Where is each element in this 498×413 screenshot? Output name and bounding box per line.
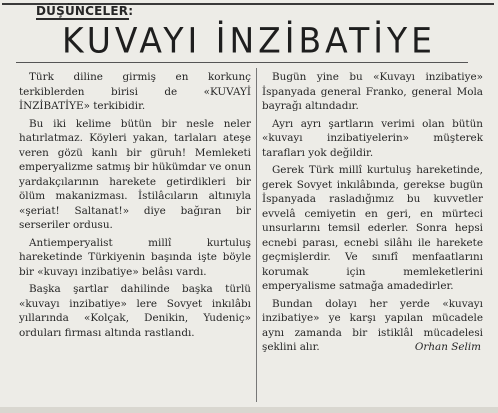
paragraph: Türk diline girmiş en korkunç terkiblerden birisi de «KUVAYİ İNZİBATİYE» terkibidir. [19, 71, 251, 112]
left-column [19, 70, 251, 343]
bottom-edge [0, 407, 498, 413]
headline-rule [16, 62, 468, 63]
article-headline: KUVAYI İNZİBATİYE [61, 20, 437, 61]
paragraph: Ayrı ayrı şartların verimi olan bütün «kuvayı inzibatiyelerin» müşterek tarafları yok değildir. [262, 117, 483, 159]
paragraph: Gerek Türk millî kurtuluş hareketinde, gerek Sovyet inkılâbında, gerekse bugün İspanyada rasladığımız bu kuvvetler evvelâ cemiyetin en geri, en mürteci unsurlarını temsil ederler. Sonra hepsi ecnebi parası, ecnebi silâhı ile harekete geçmişlerdir. Ve sınıfî menfaatlarını korumak için memleketlerini emperyalisme satmağa amadedirler. [262, 164, 483, 292]
author-signature: Orhan Selim [414, 341, 481, 353]
paragraph-text: Bundan dolayı her yerde «kuvayı inzibatiye» ye karşı yapılan mücadele aynı zamanda bir istiklâl mücadelesi şeklini alır. [262, 297, 483, 353]
paragraph: Bu iki kelime bütün bir nesle neler hatırlatmaz. Köyleri yakan, tarlaları ateşe veren gözü kanlı bir güruh! Memleketi emperyalizme satmış bir hükümdar ve onun yardakçılarının harekete getirdikleri bir ölüm makanizması. İstilâcıların altınıyla «şeriat! Saltanat!» diye bağıran bir serseriler ordusu. [19, 117, 252, 231]
paragraph: Başka şartlar dahilinde başka türlü «kuvayı inzibatiye» lere Sovyet inkılâbı yıllarında «Kolçak, Denikin, Yudeniç» orduları firması altında rastlandı. [19, 283, 251, 339]
column-divider [256, 68, 257, 402]
section-label: DÜŞÜNCELER: [36, 4, 134, 18]
paragraph [262, 297, 483, 355]
paragraph: Antiemperyalist millî kurtuluş hareketinde Türkiyenin başında işte böyle bir «kuvayı inzibatiye» belâsı vardı. [19, 236, 251, 278]
right-column [262, 70, 483, 358]
paragraph: Bugün yine bu «Kuvayı inzibatiye» İspanyada general Franko, general Mola bayrağı altındadır. [262, 71, 483, 112]
